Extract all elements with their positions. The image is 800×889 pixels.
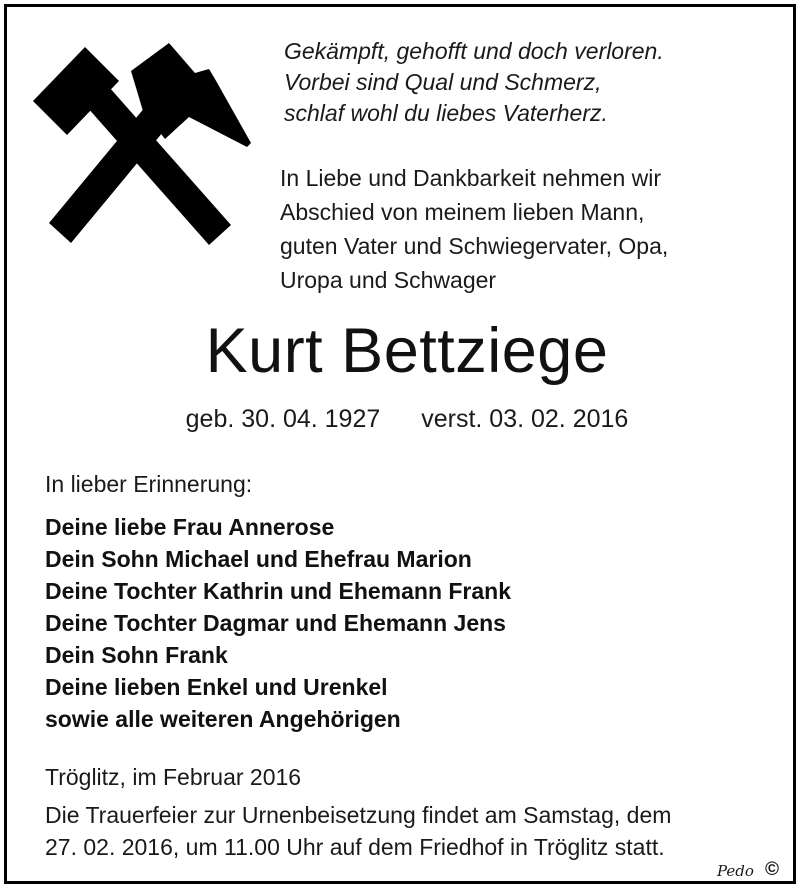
farewell-intro: [280, 161, 785, 297]
mourner-line: Deine Tochter Kathrin und Ehemann Frank: [45, 578, 512, 604]
mourner-line: Deine Tochter Dagmar und Ehemann Jens: [45, 610, 506, 636]
intro-line: Uropa und Schwager: [280, 267, 497, 293]
poem: [284, 36, 784, 129]
crossed-hammers-icon: [25, 37, 255, 257]
mourner-line: Deine liebe Frau Annerose: [45, 514, 335, 540]
intro-line: In Liebe und Dankbarkeit nehmen wir: [280, 165, 662, 191]
obituary-notice: [4, 4, 796, 884]
poem-line: Vorbei sind Qual und Schmerz,: [284, 69, 602, 95]
birth-date: geb. 30. 04. 1927: [185, 405, 381, 433]
mourners-list: [45, 511, 785, 735]
mourner-line: Dein Sohn Michael und Ehefrau Marion: [45, 546, 472, 572]
designer-signature: Pedo: [717, 862, 754, 880]
mourner-line: sowie alle weiteren Angehörigen: [45, 706, 401, 732]
copyright-icon: ©: [765, 859, 779, 880]
place-date: Tröglitz, im Februar 2016: [45, 764, 302, 790]
ceremony-info: [45, 799, 785, 863]
death-date: verst. 03. 02. 2016: [421, 405, 629, 433]
ceremony-line: Die Trauerfeier zur Urnenbeisetzung findet am Samstag, dem: [45, 802, 672, 828]
mourner-line: Dein Sohn Frank: [45, 642, 228, 668]
life-dates: [7, 401, 800, 437]
memory-label: In lieber Erinnerung:: [45, 471, 253, 497]
poem-line: Gekämpft, gehofft und doch verloren.: [284, 38, 664, 64]
deceased-name: Kurt Bettziege: [205, 316, 609, 386]
intro-line: Abschied von meinem lieben Mann,: [280, 199, 645, 225]
intro-line: guten Vater und Schwiegervater, Opa,: [280, 233, 669, 259]
poem-line: schlaf wohl du liebes Vaterherz.: [284, 100, 608, 126]
ceremony-line: 27. 02. 2016, um 11.00 Uhr auf dem Friedhof in Tröglitz statt.: [45, 834, 665, 860]
mourner-line: Deine lieben Enkel und Urenkel: [45, 674, 388, 700]
